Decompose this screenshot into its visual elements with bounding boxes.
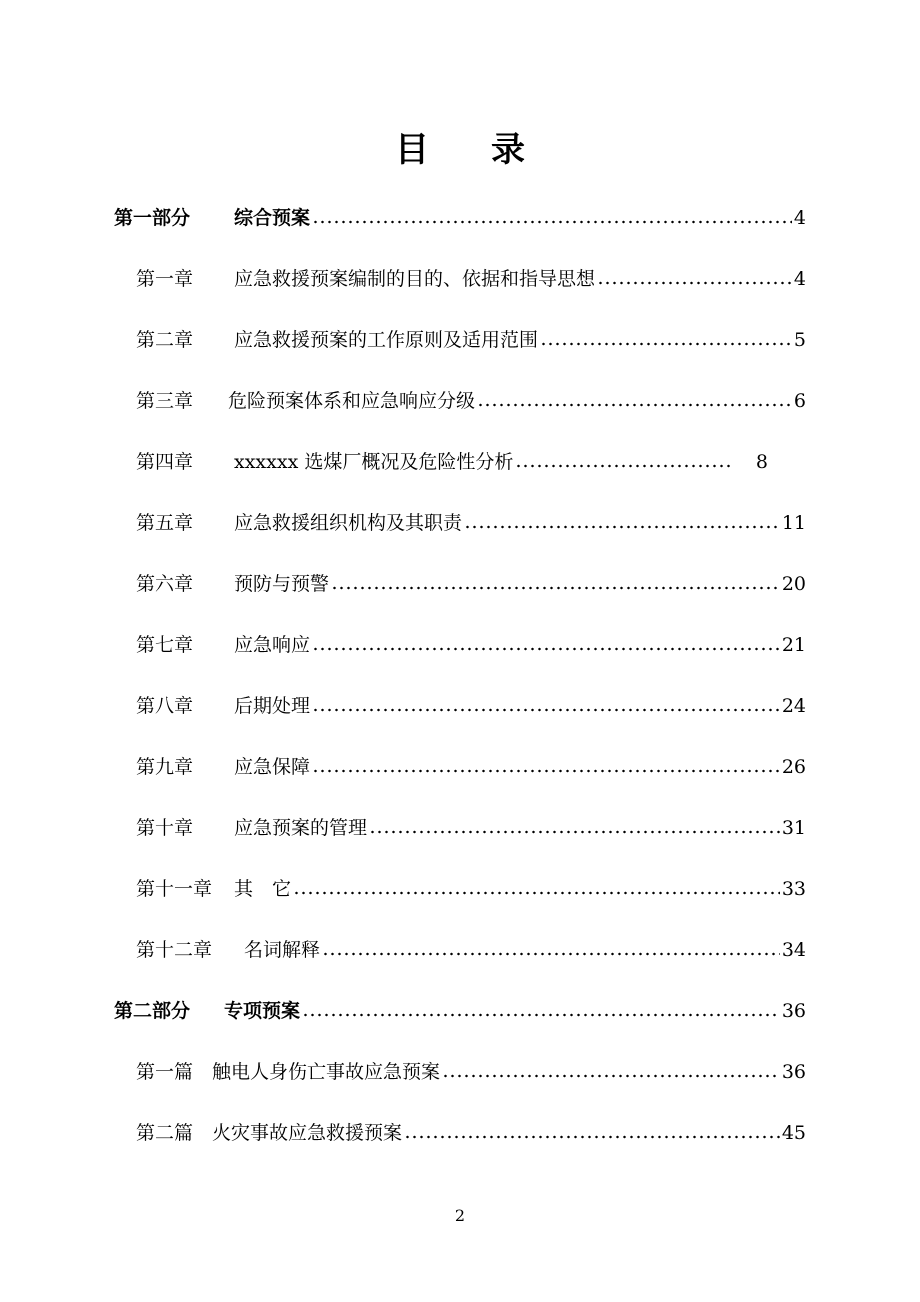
toc-entry-chapter-5[interactable] [136, 508, 806, 538]
dot-leader [331, 586, 780, 590]
toc-entry-page: 33 [781, 878, 806, 900]
dot-leader [312, 708, 780, 712]
toc-entry-chapter-9[interactable] [136, 752, 806, 782]
dot-leader [369, 830, 780, 834]
toc-entry-label: 第一部分 [114, 207, 191, 229]
toc-entry-title: 其 它 [234, 878, 292, 900]
toc-entry-title: 应急救援组织机构及其职责 [234, 512, 463, 534]
toc-entry-part-2[interactable] [114, 996, 806, 1026]
toc-entry-title: 预防与预警 [234, 573, 330, 595]
toc-entry-page: 4 [793, 207, 806, 229]
page-number: 2 [454, 1206, 466, 1225]
toc-entry-title: 火灾事故应急救援预案 [212, 1122, 403, 1144]
page-title: 目录 [395, 130, 587, 170]
toc-entry-label: 第二章 [136, 329, 194, 351]
toc-entry-chapter-8[interactable] [136, 691, 806, 721]
toc-entry-label: 第八章 [136, 695, 194, 717]
toc-entry-label: 第三章 [136, 390, 194, 412]
dot-leader [312, 647, 780, 651]
toc-entry-part-1[interactable] [114, 203, 806, 233]
toc-entry-title: 应急保障 [234, 756, 311, 778]
toc-entry-label: 第十一章 [136, 878, 213, 900]
toc-entry-label: 第一篇 [136, 1061, 194, 1083]
toc-entry-chapter-2[interactable] [136, 325, 806, 355]
toc-entry-chapter-3[interactable] [136, 386, 806, 416]
toc-entry-chapter-12[interactable] [136, 935, 806, 965]
toc-entry-page: 8 [755, 451, 768, 473]
toc-entry-title: 危险预案体系和应急响应分级 [228, 390, 476, 412]
toc-entry-page: 21 [781, 634, 806, 656]
dot-leader [477, 403, 792, 407]
dot-leader [597, 281, 792, 285]
dot-leader [312, 220, 792, 224]
toc-entry-article-1[interactable] [136, 1057, 806, 1087]
toc-entry-page: 36 [781, 1061, 806, 1083]
toc-entry-label: 第六章 [136, 573, 194, 595]
toc-entry-chapter-10[interactable] [136, 813, 806, 843]
toc-entry-page: 6 [793, 390, 806, 412]
dot-leader [312, 769, 780, 773]
toc-entry-label: 第七章 [136, 634, 194, 656]
dot-leader [464, 525, 780, 529]
toc-entry-title: 触电人身伤亡事故应急预案 [212, 1061, 441, 1083]
toc-entry-chapter-11[interactable] [136, 874, 806, 904]
toc-entry-page: 4 [793, 268, 806, 290]
toc-entry-label: 第十二章 [136, 939, 213, 961]
toc-entry-page: 36 [781, 1000, 806, 1022]
toc-entry-article-2[interactable] [136, 1118, 806, 1148]
toc-entry-label: 第十章 [136, 817, 194, 839]
toc-entry-title: 后期处理 [234, 695, 311, 717]
toc-entry-chapter-1[interactable] [136, 264, 806, 294]
toc-entry-label: 第四章 [136, 451, 194, 473]
dot-leader [302, 1013, 780, 1017]
toc-entry-label: 第五章 [136, 512, 194, 534]
toc-entry-label: 第一章 [136, 268, 194, 290]
toc-entry-chapter-4[interactable] [136, 447, 768, 477]
toc-entry-label: 第二部分 [114, 1000, 191, 1022]
toc-entry-page: 26 [781, 756, 806, 778]
dot-leader [442, 1074, 780, 1078]
toc-entry-title: 应急救援预案的工作原则及适用范围 [234, 329, 539, 351]
toc-entry-title: 应急预案的管理 [234, 817, 368, 839]
toc-entry-page: 31 [781, 817, 806, 839]
toc-entry-title: 应急响应 [234, 634, 311, 656]
toc-entry-chapter-7[interactable] [136, 630, 806, 660]
toc-entry-title: 综合预案 [234, 207, 311, 229]
toc-entry-title: 专项预案 [224, 1000, 301, 1022]
dot-leader [293, 891, 780, 895]
toc-entry-label: 第二篇 [136, 1122, 194, 1144]
dot-leader [540, 342, 792, 346]
toc-entry-title: 应急救援预案编制的目的、依据和指导思想 [234, 268, 596, 290]
toc-entry-page: 20 [781, 573, 806, 595]
dot-leader [322, 952, 780, 956]
toc-entry-page: 45 [781, 1122, 806, 1144]
toc-entry-label: 第九章 [136, 756, 194, 778]
dot-leader [515, 464, 734, 468]
toc-entry-page: 11 [781, 512, 806, 534]
toc-entry-chapter-6[interactable] [136, 569, 806, 599]
toc-entry-page: 34 [781, 939, 806, 961]
toc-entry-page: 5 [793, 329, 806, 351]
toc-entry-title: 名词解释 [244, 939, 321, 961]
dot-leader [404, 1135, 780, 1139]
toc-entry-title: xxxxxx 选煤厂概况及危险性分析 [234, 451, 514, 473]
toc-entry-page: 24 [781, 695, 806, 717]
